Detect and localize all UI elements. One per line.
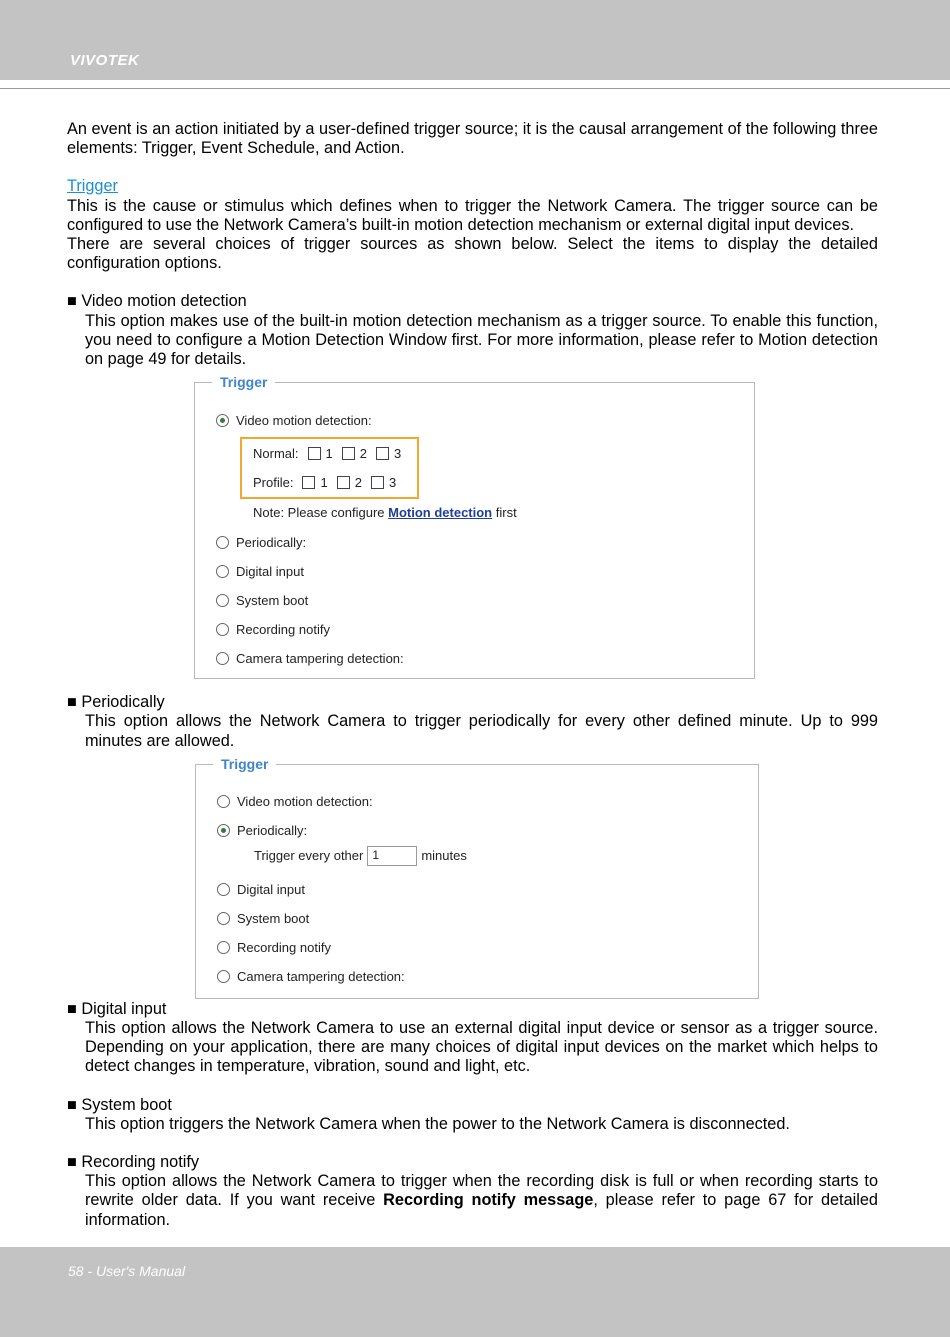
system-boot-title: ■ System boot [67,1095,172,1114]
option-system-boot[interactable]: System boot [217,909,309,928]
option-digital-input[interactable]: Digital input [217,880,305,899]
radio-icon[interactable] [217,883,230,896]
recording-notify-title: ■ Recording notify [67,1153,200,1172]
trigger-every-row: Trigger every other 1 minutes [254,846,467,866]
radio-icon[interactable] [216,536,229,549]
trigger-panel-video-motion [194,374,755,679]
brand-logo: VIVOTEK [70,52,140,69]
option-recording-notify[interactable]: Recording notify [217,938,331,957]
trigger-panel-periodically [195,755,759,999]
option-periodically[interactable]: Periodically: [217,821,307,840]
radio-icon[interactable] [217,970,230,983]
header-divider [0,88,950,89]
page-number: 58 - User's Manual [68,1263,186,1279]
normal-row: Normal: 1 2 3 [253,446,402,462]
normal-1-checkbox[interactable] [308,447,321,460]
periodically-text: This option allows the Network Camera to trigger periodically for every other defined minute. Up to 999 minutes are allowed. [85,712,878,750]
system-boot-text: This option triggers the Network Camera when the power to the Network Camera is disconnected. [85,1114,790,1133]
trigger-heading [67,177,878,196]
periodically-title: ■ Periodically [67,693,165,712]
option-recording-notify[interactable]: Recording notify [216,620,330,639]
digital-input-text: This option allows the Network Camera to use an external digital input device or sensor as a trigger source. Depending on your application, there are many choices of digital input devices on the market which helps to detect changes in temperature, vibration, sound and light, etc. [85,1019,878,1076]
motion-detection-link[interactable]: Motion detection [388,505,493,521]
radio-icon[interactable] [216,652,229,665]
option-camera-tampering[interactable]: Camera tampering detection: [217,967,405,986]
option-video-motion[interactable]: Video motion detection: [217,792,373,811]
radio-icon[interactable] [217,912,230,925]
panel-legend: Trigger [213,756,276,772]
profile-row: Profile: 1 2 3 [253,475,397,491]
radio-icon[interactable] [217,941,230,954]
page-header [0,0,950,80]
panel-legend: Trigger [212,374,275,390]
profile-2-checkbox[interactable] [337,476,350,489]
trigger-paragraph-1: This is the cause or stimulus which defines when to trigger the Network Camera. The trigger source can be configured to use the Network Camera’s built-in motion detection mechanism or external digital input devices. [67,196,878,234]
motion-window-box [240,437,419,499]
digital-input-title: ■ Digital input [67,999,167,1018]
option-periodically[interactable]: Periodically: [216,533,306,552]
profile-3-checkbox[interactable] [371,476,384,489]
radio-icon[interactable] [216,594,229,607]
profile-1-checkbox[interactable] [302,476,315,489]
radio-icon[interactable] [216,565,229,578]
option-digital-input[interactable]: Digital input [216,562,304,581]
motion-note: Note: Please configure Motion detection first [253,505,517,521]
option-camera-tampering[interactable]: Camera tampering detection: [216,649,404,668]
radio-selected-icon[interactable] [216,414,229,427]
video-motion-title: ■ Video motion detection [67,292,247,311]
trigger-heading-link[interactable]: Trigger [67,177,118,196]
radio-icon[interactable] [216,623,229,636]
option-video-motion[interactable]: Video motion detection: [216,411,372,430]
normal-3-checkbox[interactable] [376,447,389,460]
radio-icon[interactable] [217,795,230,808]
radio-selected-icon[interactable] [217,824,230,837]
video-motion-text: This option makes use of the built-in motion detection mechanism as a trigger source. To enable this function, you need to configure a Motion Detection Window first. For more information, please refer to Motion detection on page 49 for details. [85,311,878,369]
recording-notify-text: This option allows the Network Camera to trigger when the recording disk is full or when recording starts to rewrite older data. If you want receive Recording notify message, please refer to page 67 for detailed information. [85,1172,878,1229]
page-content [67,120,878,1230]
trigger-minutes-input[interactable]: 1 [367,846,417,866]
normal-2-checkbox[interactable] [342,447,355,460]
option-system-boot[interactable]: System boot [216,591,308,610]
page-footer [0,1247,950,1337]
intro-paragraph: An event is an action initiated by a user-defined trigger source; it is the causal arrangement of the following three elements: Trigger, Event Schedule, and Action. [67,120,878,158]
trigger-paragraph-2: There are several choices of trigger sources as shown below. Select the items to display the detailed configuration options. [67,235,878,273]
